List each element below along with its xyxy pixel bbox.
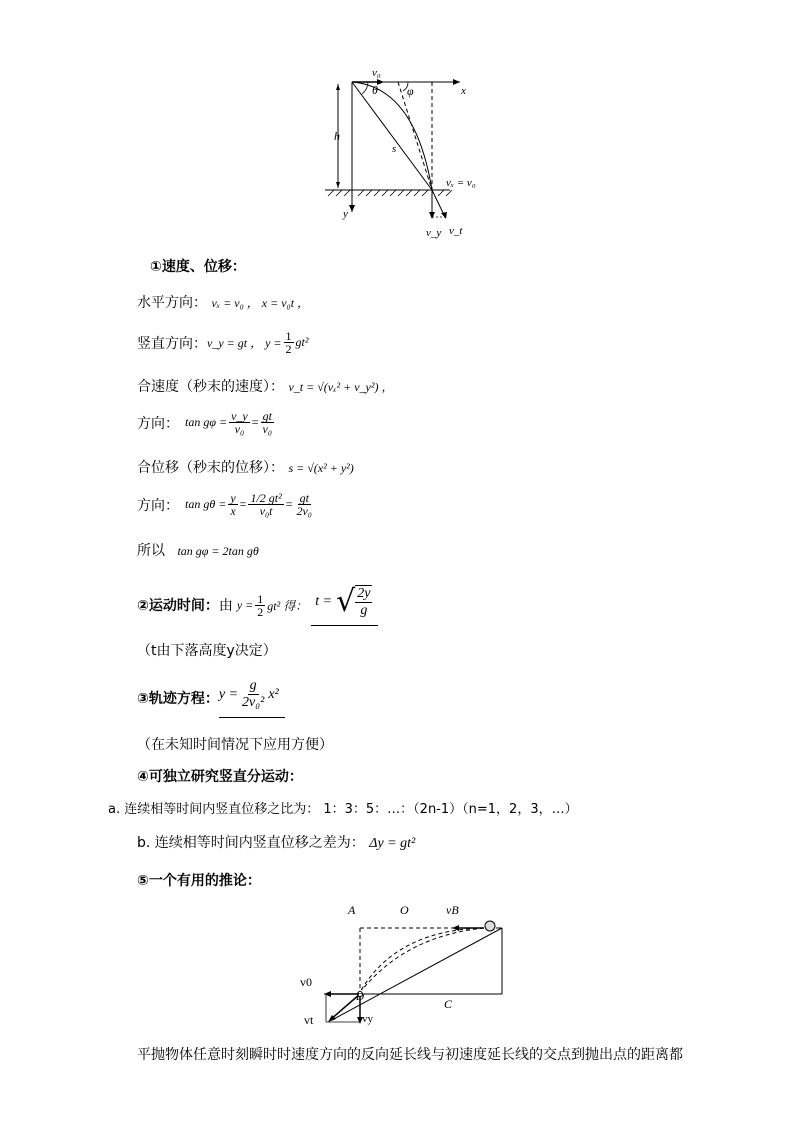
fig2-vy-label: vy [362,1013,373,1025]
section2-half: $\frac{1}{2}$ [257,591,264,619]
section2-line [137,584,378,626]
section2-note: （t由下落高度y决定） [137,643,277,659]
trajectory-rest: x² [268,686,279,702]
section2-eq-y: y = [236,597,254,612]
section4-item-b [137,832,415,852]
direction2-lhs: tan gθ = [185,497,227,511]
fig2-vB-label: vB [446,903,459,917]
direction1-lhs: tan gφ = [185,415,228,429]
fig2-vt-label: vt [304,1013,314,1027]
direction2-fraction2: $\frac{\text{1/2 gt²}}{\text{v₀t}}$ [250,491,282,518]
displacement-label: 合位移（秒末的位移）： [137,460,284,476]
section2-eq-rest: gt² 得： [267,598,308,613]
direction1-fraction1: $\frac{v\_y}{\text{v₀}}$ [231,409,248,436]
sqrt-symbol: √ [336,584,356,619]
fig2-A-label: A [348,903,356,917]
section2-heading: ②运动时间： [137,598,219,614]
direction1-line: 方向： tan gφ = $\frac{v\_y}{\text{v₀}}$ = $\frac{gt}{\text{v₀}}$ [137,409,273,436]
section3-heading: ③轨迹方程： [137,691,219,707]
section5-heading: ⑤一个有用的推论： [137,873,261,889]
so-line [137,540,259,560]
fig2-C-label: C [444,997,453,1011]
velocity-label: 合速度（秒末的速度）： [137,379,284,395]
fig2-D-label: D [356,991,364,1003]
section4-item-b-text: b. 连续相等时间内竖直位移之差为： [137,835,365,851]
horizontal-label: 水平方向： [137,295,207,311]
fig2-v0-label: v0 [300,975,312,989]
vertical-label: 竖直方向： [137,335,207,352]
trajectory-fraction: $\frac{g}{\text{2v₀²}}$ [242,678,265,710]
displacement-equation: s = √(x² + y²) [288,461,354,475]
sqrt-fraction: $\frac{2y}{g}$ [357,585,371,618]
horizontal-line [137,292,309,312]
trajectory-formula-box [219,678,285,718]
direction2-label: 方向： [137,497,179,514]
fig1-v0-label: v₀ [372,67,381,79]
direction1-label: 方向： [137,415,179,432]
section4-heading: ④可独立研究竖直分运动： [137,769,303,785]
projectile-diagram-1 [310,62,510,242]
section4-item-a: a. 连续相等时间内竖直位移之比为： 1：3：5：…：（2n-1）（n=1，2，3，…） [108,802,578,817]
fig1-theta-label: θ [372,83,378,97]
fig2-O-label: O [400,903,409,917]
velocity-line [137,376,393,396]
t-equals: t = [315,593,333,609]
section3-note: （在未知时间情况下应用方便） [137,737,333,753]
projectile-diagram-2 [296,896,516,1030]
horizontal-equation: vₓ = v₀ ， x = v₀t ， [211,296,310,310]
section1-heading: ①速度、位移： [150,259,246,275]
so-equation: tan gφ = 2tan gθ [177,544,259,558]
direction2-line: 方向： tan gθ = $\frac{y}{x}$ = $\frac{\text{1/2 gt²}}{\text{v₀t}}$ = $\frac{gt}{\text{2v₀}}$ [137,491,312,518]
displacement-line [137,457,354,477]
fig1-vx-label: vₓ = v₀ [446,177,476,189]
direction1-fraction2: $\frac{gt}{\text{v₀}}$ [262,409,273,436]
fig1-vy-label: v_y [426,227,442,239]
vertical-equation-1: v_y = gt ， y = [207,336,282,350]
vertical-line [137,330,308,355]
direction2-fraction3: $\frac{gt}{\text{2v₀}}$ [296,491,312,518]
vertical-equation-2: gt² [295,335,309,349]
section2-text: 由 [218,598,233,614]
fig1-s-label: s [392,143,397,155]
section4-item-b-eq: Δy = gt² [369,836,416,851]
fig1-vt-label: v_t [449,225,463,237]
fig1-y-label: y [343,208,348,220]
fig1-x-label: x [461,85,466,97]
fig1-phi-label: φ [407,84,414,98]
section5-conclusion: 平抛物体任意时刻瞬时时速度方向的反向延长线与初速度延长线的交点到抛出点的距离都 [137,1047,683,1063]
fig1-h-label: h [334,129,340,143]
section3-line [137,678,285,718]
trajectory-lhs: y = [218,686,239,702]
time-formula-box [311,584,378,626]
velocity-equation: v_t = √(vₓ² + v_y²) ， [288,380,394,394]
half-fraction: $\frac{1}{2}$ [285,329,292,356]
direction2-fraction1: $\frac{y}{x}$ [230,491,236,518]
so-label: 所以 [137,543,165,559]
